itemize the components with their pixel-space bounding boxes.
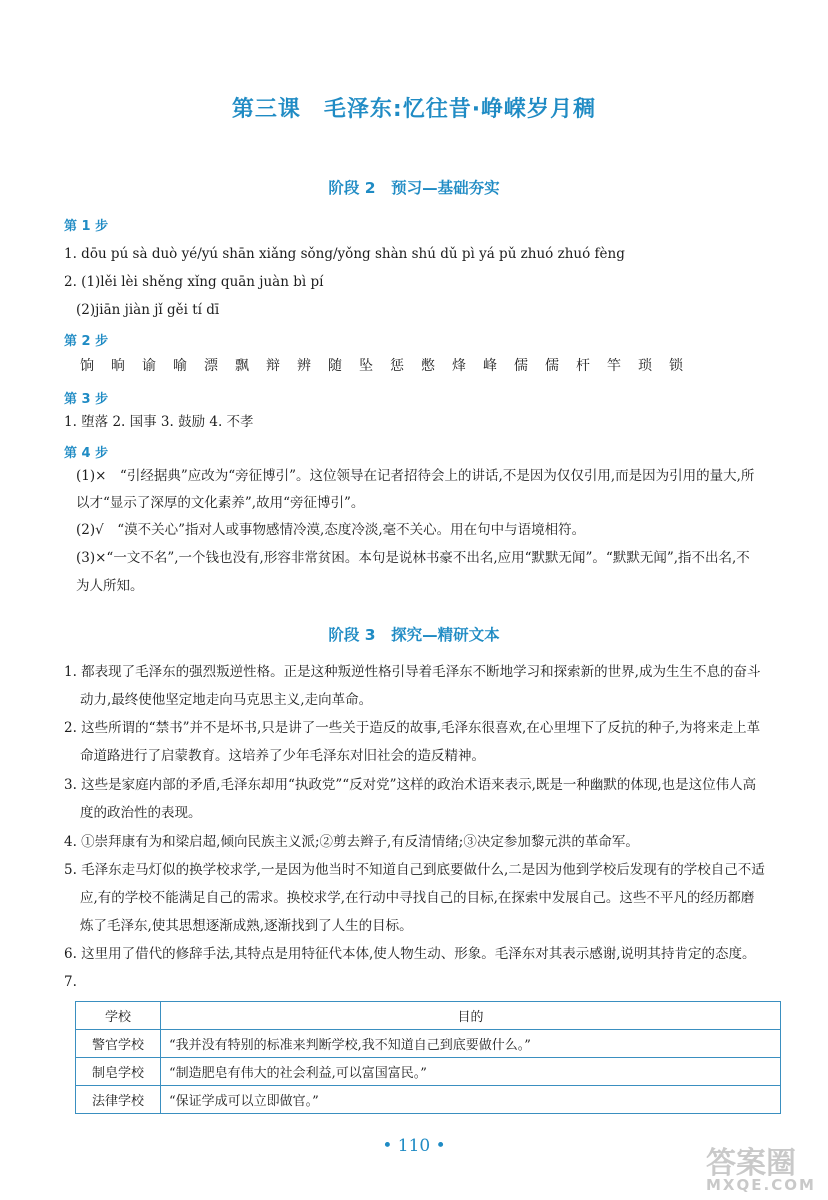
table-row bbox=[76, 1030, 781, 1058]
step2-label: 第 2 步 bbox=[64, 334, 109, 349]
table-row bbox=[76, 1086, 781, 1114]
step4-label: 第 4 步 bbox=[64, 446, 109, 461]
step1-label: 第 1 步 bbox=[64, 219, 109, 234]
char: 随 bbox=[328, 358, 342, 374]
char: 辨 bbox=[297, 358, 311, 374]
char: 漂 bbox=[204, 358, 218, 374]
answer-line: 应,有的学校不能满足自己的需求。换校求学,在行动中寻找自己的目标,在探索中发展自己。这些不平凡的经历都磨 bbox=[80, 890, 755, 906]
step4-line: (3)×“一文不名”,一个钱也没有,形容非常贫困。本句是说林书豪不出名,应用“默默无闻”。“默默无闻”,指不出名,不 bbox=[76, 550, 750, 566]
char: 坠 bbox=[359, 358, 373, 374]
page-number: • 110 • bbox=[382, 1136, 446, 1156]
table-cell-goal: “制造肥皂有伟大的社会利益,可以富国富民。” bbox=[161, 1058, 781, 1086]
table-header: 学校 bbox=[76, 1002, 161, 1030]
stage3-heading: 阶段 3 探究—精研文本 bbox=[328, 626, 500, 644]
answer-line: 1. 都表现了毛泽东的强烈叛逆性格。正是这种叛逆性格引导着毛泽东不断地学习和探索新的世界,成为生生不息的奋斗 bbox=[64, 664, 761, 680]
char: 儒 bbox=[514, 358, 528, 374]
watermark-url: MXQE.COM bbox=[706, 1176, 816, 1194]
answer-line: 炼了毛泽东,使其思想逐渐成熟,逐渐找到了人生的目标。 bbox=[80, 918, 413, 934]
watermark-logo: 答案圈 bbox=[706, 1146, 796, 1181]
lesson-title: 第三课 毛泽东:忆往昔·峥嵘岁月稠 bbox=[231, 97, 597, 122]
answer-line: 2. 这些所谓的“禁书”并不是坏书,只是讲了一些关于造反的故事,毛泽东很喜欢,在心里埋下了反抗的种子,为将来走上革 bbox=[64, 720, 761, 736]
step3-label: 第 3 步 bbox=[64, 392, 109, 407]
stage2-heading: 阶段 2 预习—基础夯实 bbox=[328, 179, 500, 197]
table-cell-school: 法律学校 bbox=[76, 1086, 161, 1114]
step1-line1: 1. dōu pú sà duò yé/yú shān xiǎng sǒng/yǒng shàn shú dǔ pì yá pǔ zhuó zhuó fèng bbox=[64, 246, 625, 262]
table-cell-goal: “我并没有特别的标准来判断学校,我不知道自己到底要做什么。” bbox=[161, 1030, 781, 1058]
answer-line: 6. 这里用了借代的修辞手法,其特点是用特征代本体,使人物生动、形象。毛泽东对其表示感谢,说明其持肯定的态度。 bbox=[64, 946, 756, 962]
char: 飘 bbox=[235, 358, 249, 374]
answer-line: 命道路进行了启蒙教育。这培养了少年毛泽东对旧社会的造反精神。 bbox=[80, 748, 485, 764]
char: 峰 bbox=[483, 358, 497, 374]
char: 辩 bbox=[266, 358, 280, 374]
char: 锁 bbox=[669, 358, 683, 374]
answer-line: 5. 毛泽东走马灯似的换学校求学,一是因为他当时不知道自己到底要做什么,二是因为他到学校后发现有的学校自己不适 bbox=[64, 862, 765, 878]
table-cell-goal: “保证学成可以立即做官。” bbox=[161, 1086, 781, 1114]
school-goal-table bbox=[75, 1001, 781, 1114]
char: 烽 bbox=[452, 358, 466, 374]
step4-line: 以才“显示了深厚的文化素养”,故用“旁征博引”。 bbox=[76, 495, 365, 511]
char: 儒 bbox=[545, 358, 559, 374]
char: 晌 bbox=[111, 358, 125, 374]
step1-line2: 2. (1)lěi lèi shěng xǐng quān juàn bì pí bbox=[64, 274, 324, 290]
char: 杆 bbox=[576, 358, 590, 374]
step4-line: (2)√ “漠不关心”指对人或事物感情冷漠,态度冷淡,毫不关心。用在句中与语境相符。 bbox=[76, 522, 586, 538]
table-cell-school: 警官学校 bbox=[76, 1030, 161, 1058]
table-header-row bbox=[76, 1002, 781, 1030]
answer-line: 3. 这些是家庭内部的矛盾,毛泽东却用“执政党”“反对党”这样的政治术语来表示,既是一种幽默的体现,也是这位伟人高 bbox=[64, 777, 757, 793]
step1-line3: (2)jiān jiàn jǐ gěi tí dī bbox=[76, 302, 220, 318]
char: 惩 bbox=[390, 358, 404, 374]
char: 喻 bbox=[173, 358, 187, 374]
table-header: 目的 bbox=[161, 1002, 781, 1030]
step4-line: (1)× “引经据典”应改为“旁征博引”。这位领导在记者招待会上的讲话,不是因为仅仅引用,而是因为引用的量大,所 bbox=[76, 468, 755, 484]
char: 憋 bbox=[421, 358, 435, 374]
char: 饷 bbox=[80, 358, 94, 374]
step2-chars bbox=[80, 355, 700, 375]
answer-line: 7. bbox=[64, 974, 77, 990]
answer-line: 度的政治性的表现。 bbox=[80, 805, 202, 821]
answer-line: 4. ①崇拜康有为和梁启超,倾向民族主义派;②剪去辫子,有反清情绪;③决定参加黎元洪的革命军。 bbox=[64, 834, 639, 850]
char: 竿 bbox=[607, 358, 621, 374]
table-row bbox=[76, 1058, 781, 1086]
table-cell-school: 制皂学校 bbox=[76, 1058, 161, 1086]
step4-line: 为人所知。 bbox=[76, 578, 144, 594]
answer-line: 动力,最终使他坚定地走向马克思主义,走向革命。 bbox=[80, 692, 373, 708]
step3-line: 1. 堕落 2. 国事 3. 鼓励 4. 不孝 bbox=[64, 414, 254, 430]
char: 谕 bbox=[142, 358, 156, 374]
char: 琐 bbox=[638, 358, 652, 374]
